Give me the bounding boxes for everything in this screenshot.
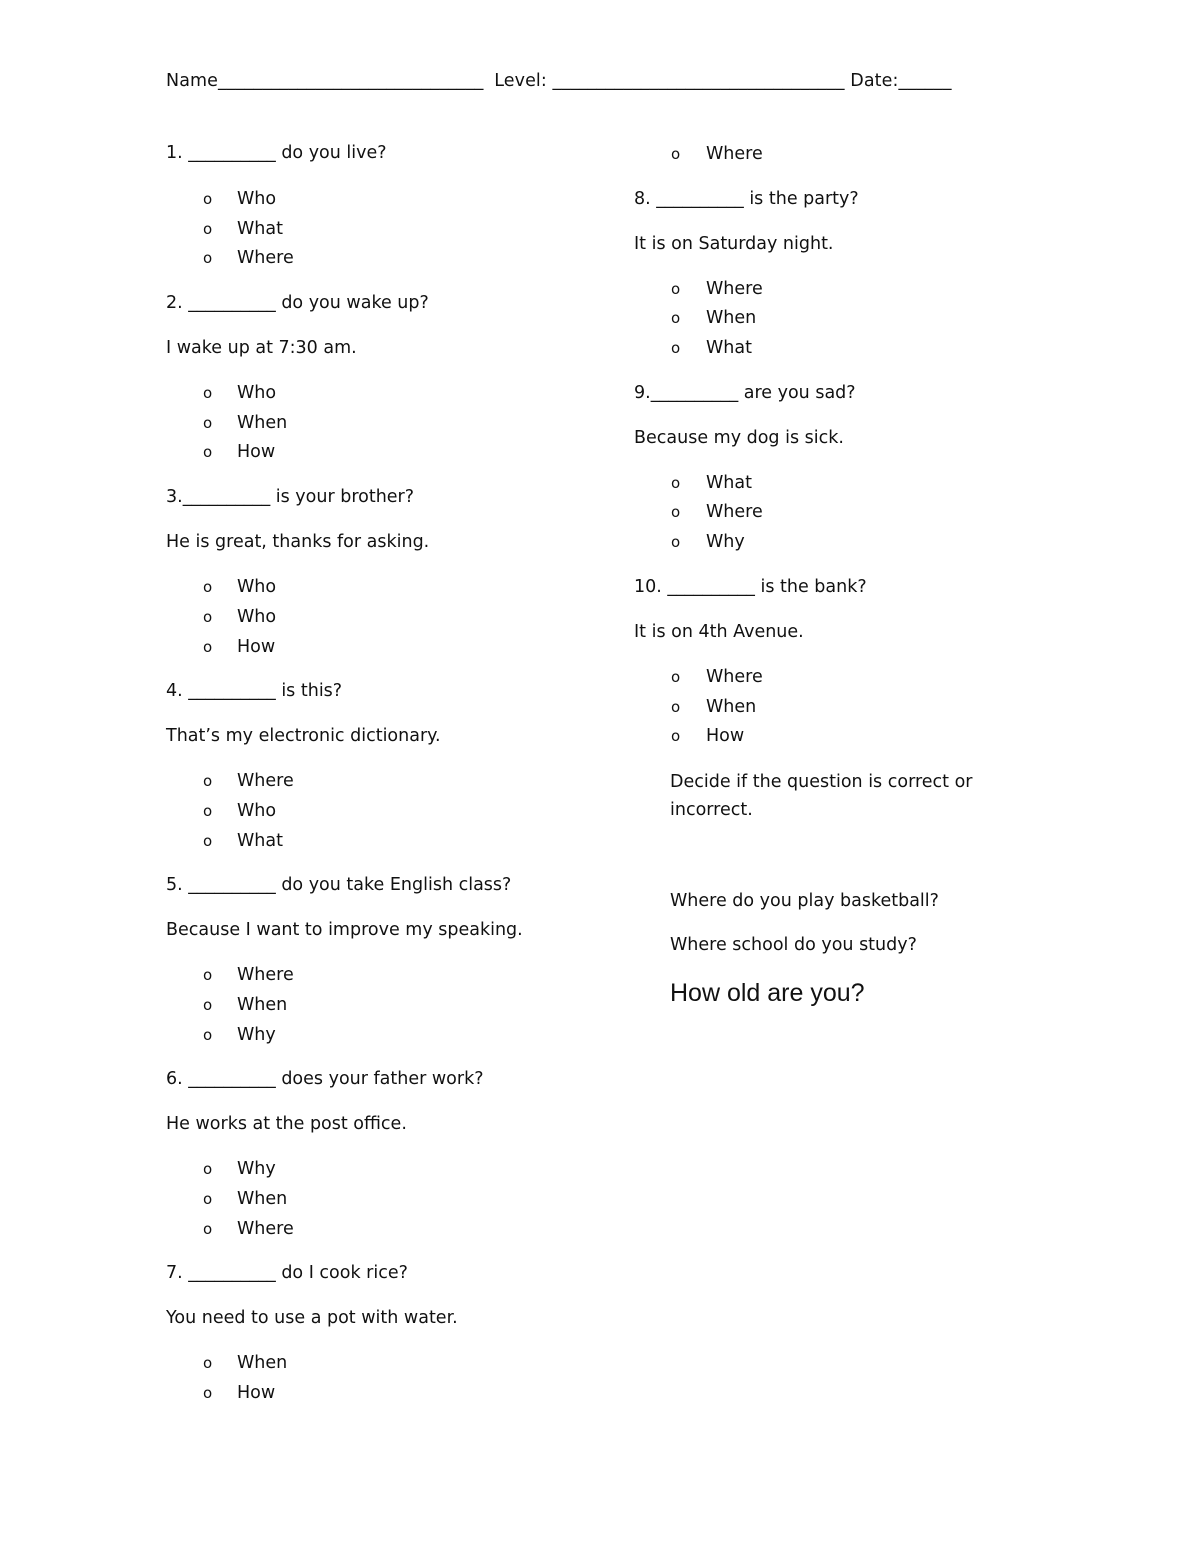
- option-label: When: [237, 412, 288, 433]
- bullet-icon: o: [203, 637, 213, 656]
- option-list: [634, 469, 1034, 558]
- bullet-icon: o: [203, 443, 213, 462]
- question-2: [166, 290, 606, 468]
- option-list: [634, 275, 1034, 364]
- bullet-icon: o: [203, 995, 213, 1014]
- option-list: [166, 961, 606, 1050]
- option-label: What: [706, 338, 752, 359]
- question-4: [166, 678, 606, 856]
- answer-sentence: It is on Saturday night.: [634, 233, 834, 254]
- bullet-icon: o: [203, 1190, 213, 1208]
- option-label: Where: [237, 965, 294, 986]
- option-item[interactable]: [166, 1155, 606, 1185]
- option-list: [166, 1155, 606, 1244]
- level-field-label: Level: _________________________________: [494, 71, 845, 91]
- question-prompt: 7. __________ do I cook rice?: [166, 1263, 408, 1284]
- option-label: When: [237, 1353, 288, 1374]
- option-label: Why: [706, 532, 745, 553]
- option-label: How: [237, 636, 276, 657]
- option-item[interactable]: [634, 528, 1034, 558]
- worksheet-header: [166, 71, 1026, 97]
- option-list: [634, 663, 1034, 752]
- option-item[interactable]: [166, 1379, 606, 1409]
- option-label: How: [237, 442, 276, 463]
- bullet-icon: o: [671, 145, 681, 163]
- option-label: What: [237, 218, 283, 239]
- option-list: [166, 379, 606, 468]
- option-label: Where: [237, 1218, 294, 1239]
- option-label: What: [237, 830, 283, 851]
- bullet-icon: o: [203, 772, 213, 791]
- option-label: Where: [706, 666, 763, 687]
- bullet-icon: o: [203, 384, 213, 403]
- bullet-icon: o: [203, 190, 213, 208]
- bullet-icon: o: [671, 309, 681, 328]
- option-item[interactable]: [634, 693, 1034, 723]
- bullet-icon: o: [203, 1025, 213, 1044]
- option-label: Why: [237, 1159, 276, 1180]
- bullet-icon: o: [203, 607, 213, 626]
- option-item[interactable]: [634, 334, 1034, 364]
- bullet-icon: o: [671, 727, 681, 746]
- check-sentence-large: How old are you?: [670, 978, 865, 1007]
- right-column: [634, 140, 1034, 1028]
- answer-sentence: He is great, thanks for asking.: [166, 532, 430, 553]
- bullet-icon: o: [203, 801, 213, 820]
- option-item[interactable]: [166, 961, 606, 991]
- option-item[interactable]: [634, 498, 1034, 528]
- option-item[interactable]: [166, 603, 606, 633]
- option-item[interactable]: [166, 1215, 606, 1245]
- option-list: [166, 767, 606, 856]
- bullet-icon: o: [671, 473, 681, 492]
- option-label: When: [706, 696, 757, 717]
- option-label: Who: [237, 383, 277, 404]
- question-prompt: 2. __________ do you wake up?: [166, 293, 429, 314]
- option-label: Where: [237, 248, 294, 269]
- answer-sentence: Because I want to improve my speaking.: [166, 920, 523, 941]
- question-6: [166, 1066, 606, 1244]
- date-field-label: Date:______: [850, 71, 952, 91]
- option-item[interactable]: [166, 797, 606, 827]
- option-label: Where: [706, 278, 763, 299]
- question-prompt: 1. __________ do you live?: [166, 143, 387, 163]
- question-prompt: 9.__________ are you sad?: [634, 382, 856, 403]
- question-3: [166, 484, 606, 662]
- option-label: Where: [706, 502, 763, 523]
- correctness-section: [634, 768, 1034, 1010]
- question-prompt: 3.__________ is your brother?: [166, 487, 415, 508]
- question-1: [166, 140, 606, 274]
- bullet-icon: o: [671, 533, 681, 552]
- option-item[interactable]: [166, 633, 606, 663]
- option-item[interactable]: [166, 1185, 606, 1215]
- option-label: Who: [237, 800, 277, 821]
- bullet-icon: o: [203, 413, 213, 432]
- bullet-icon: o: [203, 966, 213, 985]
- option-label: When: [706, 308, 757, 329]
- question-prompt: 10. __________ is the bank?: [634, 576, 867, 597]
- option-label: Who: [237, 577, 277, 598]
- question-prompt: 8. __________ is the party?: [634, 188, 859, 209]
- option-item[interactable]: [166, 438, 606, 468]
- bullet-icon: o: [671, 279, 681, 298]
- bullet-icon: o: [671, 503, 681, 522]
- question-7: [166, 1260, 606, 1408]
- option-label: Where: [237, 771, 294, 792]
- option-label: How: [237, 1383, 276, 1404]
- option-item[interactable]: [634, 469, 1034, 499]
- option-item[interactable]: [166, 409, 606, 439]
- bullet-icon: o: [203, 1384, 213, 1403]
- bullet-icon: o: [203, 578, 213, 597]
- option-item[interactable]: [166, 185, 606, 215]
- bullet-icon: o: [203, 1219, 213, 1238]
- instruction-text: Decide if the question is correct or incorrect.: [670, 771, 973, 820]
- answer-sentence: Because my dog is sick.: [634, 427, 844, 448]
- option-list: [166, 185, 606, 274]
- name-field-label: Name______________________________: [166, 71, 484, 91]
- bullet-icon: o: [671, 697, 681, 716]
- option-item[interactable]: [166, 379, 606, 409]
- option-item[interactable]: [634, 722, 1034, 752]
- option-item[interactable]: [166, 827, 606, 857]
- option-label: Where: [706, 144, 763, 164]
- option-label: Who: [237, 606, 277, 627]
- option-item[interactable]: [166, 244, 606, 274]
- left-column: [166, 140, 606, 1425]
- option-item[interactable]: [166, 1021, 606, 1051]
- check-sentence: Where school do you study?: [670, 934, 917, 955]
- question-prompt: 4. __________ is this?: [166, 681, 343, 702]
- option-label: Why: [237, 1024, 276, 1045]
- option-label: What: [706, 472, 752, 493]
- check-sentence: Where do you play basketball?: [670, 890, 939, 911]
- option-item[interactable]: [634, 140, 1034, 170]
- bullet-icon: o: [203, 249, 213, 268]
- option-item[interactable]: [166, 573, 606, 603]
- answer-sentence: It is on 4th Avenue.: [634, 621, 804, 642]
- question-8: [634, 186, 1034, 364]
- bullet-icon: o: [671, 339, 681, 358]
- question-10: [634, 574, 1034, 752]
- bullet-icon: o: [203, 219, 213, 238]
- option-item[interactable]: [634, 663, 1034, 693]
- option-item[interactable]: [166, 767, 606, 797]
- question-9: [634, 380, 1034, 558]
- bullet-icon: o: [671, 667, 681, 686]
- option-label: When: [237, 994, 288, 1015]
- option-item[interactable]: [166, 215, 606, 245]
- answer-sentence: I wake up at 7:30 am.: [166, 338, 357, 359]
- option-list: [166, 573, 606, 662]
- question-prompt: 6. __________ does your father work?: [166, 1069, 484, 1090]
- bullet-icon: o: [203, 1160, 213, 1179]
- answer-sentence: You need to use a pot with water.: [166, 1308, 458, 1329]
- option-label: When: [237, 1189, 288, 1209]
- bullet-icon: o: [203, 1354, 213, 1373]
- option-item[interactable]: [166, 991, 606, 1021]
- answer-sentence: He works at the post office.: [166, 1114, 407, 1135]
- question-5: [166, 872, 606, 1050]
- question-prompt: 5. __________ do you take English class?: [166, 875, 512, 896]
- answer-sentence: That’s my electronic dictionary.: [166, 726, 441, 747]
- option-list: [166, 1349, 606, 1408]
- option-list-continued: [634, 140, 1034, 170]
- option-item[interactable]: [634, 275, 1034, 305]
- option-item[interactable]: [634, 304, 1034, 334]
- bullet-icon: o: [203, 831, 213, 850]
- option-label: How: [706, 726, 745, 747]
- option-item[interactable]: [166, 1349, 606, 1379]
- option-label: Who: [237, 189, 277, 209]
